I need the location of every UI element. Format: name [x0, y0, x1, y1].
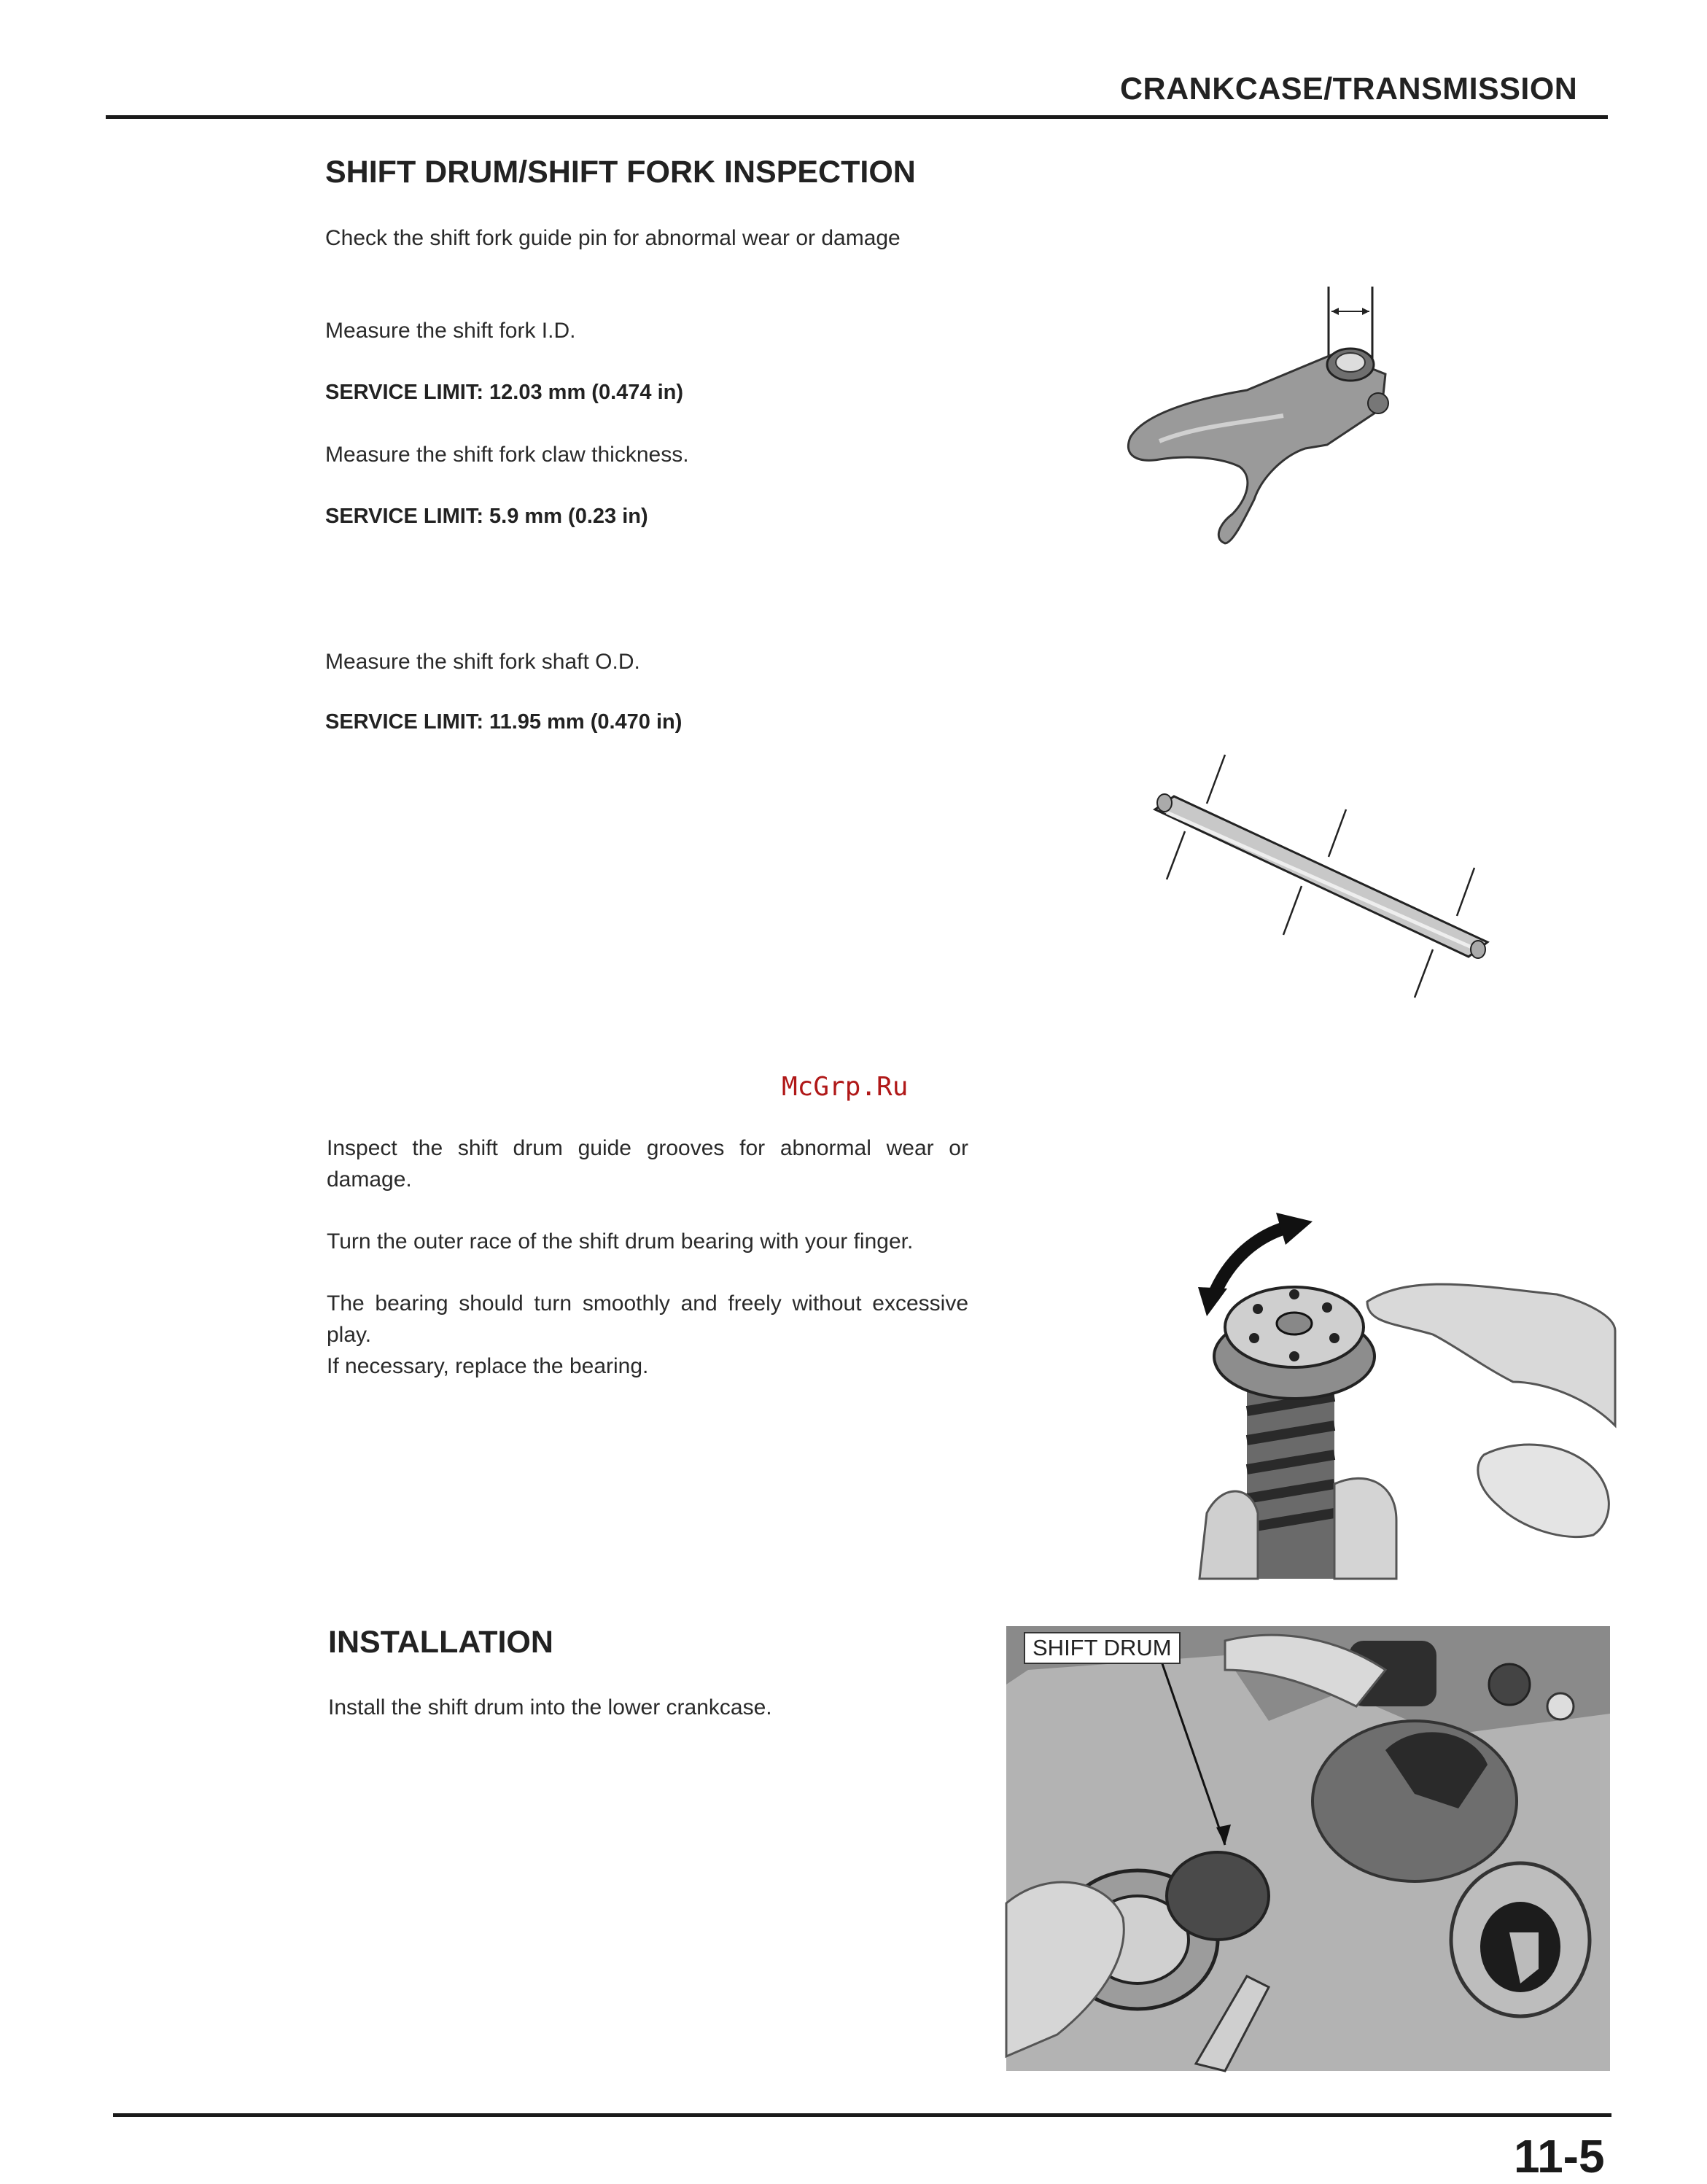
bearing-smooth-text: The bearing should turn smoothly and freely without excessive play.: [327, 1291, 968, 1347]
header-rule: [106, 115, 1608, 119]
fork-shaft-service-limit: SERVICE LIMIT: 11.95 mm (0.470 in): [325, 710, 683, 734]
shift-fork-shaft-illustration: [1145, 751, 1509, 1014]
shift-drum-callout: SHIFT DRUM: [1024, 1632, 1181, 1664]
section-title: CRANKCASE/TRANSMISSION: [1120, 71, 1578, 106]
fork-shaft-measure-text: Measure the shift fork shaft O.D.: [325, 650, 640, 674]
fork-claw-service-limit: SERVICE LIMIT: 5.9 mm (0.23 in): [325, 505, 648, 528]
fork-id-service-limit: SERVICE LIMIT: 12.03 mm (0.474 in): [325, 381, 684, 404]
footer-rule: [113, 2113, 1611, 2117]
fork-guide-pin-text: Check the shift fork guide pin for abnormal wear or damage: [325, 226, 901, 250]
drum-grooves-text: Inspect the shift drum guide grooves for abnormal wear or damage.: [327, 1136, 968, 1192]
watermark: McGrp.Ru: [782, 1072, 909, 1102]
fork-claw-measure-text: Measure the shift fork claw thickness.: [325, 443, 689, 467]
bearing-replace-text: If necessary, replace the bearing.: [327, 1354, 649, 1378]
inspection-heading: SHIFT DRUM/SHIFT FORK INSPECTION: [325, 155, 916, 190]
installation-photo: [1006, 1626, 1610, 2071]
shift-drum-bearing-photo: [1178, 1207, 1615, 1579]
page-number: 11-5: [1514, 2130, 1605, 2183]
bearing-turn-text: Turn the outer race of the shift drum bearing with your finger.: [327, 1229, 914, 1254]
installation-heading: INSTALLATION: [328, 1625, 553, 1660]
shift-fork-illustration: [1116, 281, 1444, 551]
fork-id-measure-text: Measure the shift fork I.D.: [325, 319, 576, 343]
installation-instruction: Install the shift drum into the lower crankcase.: [328, 1695, 772, 1719]
